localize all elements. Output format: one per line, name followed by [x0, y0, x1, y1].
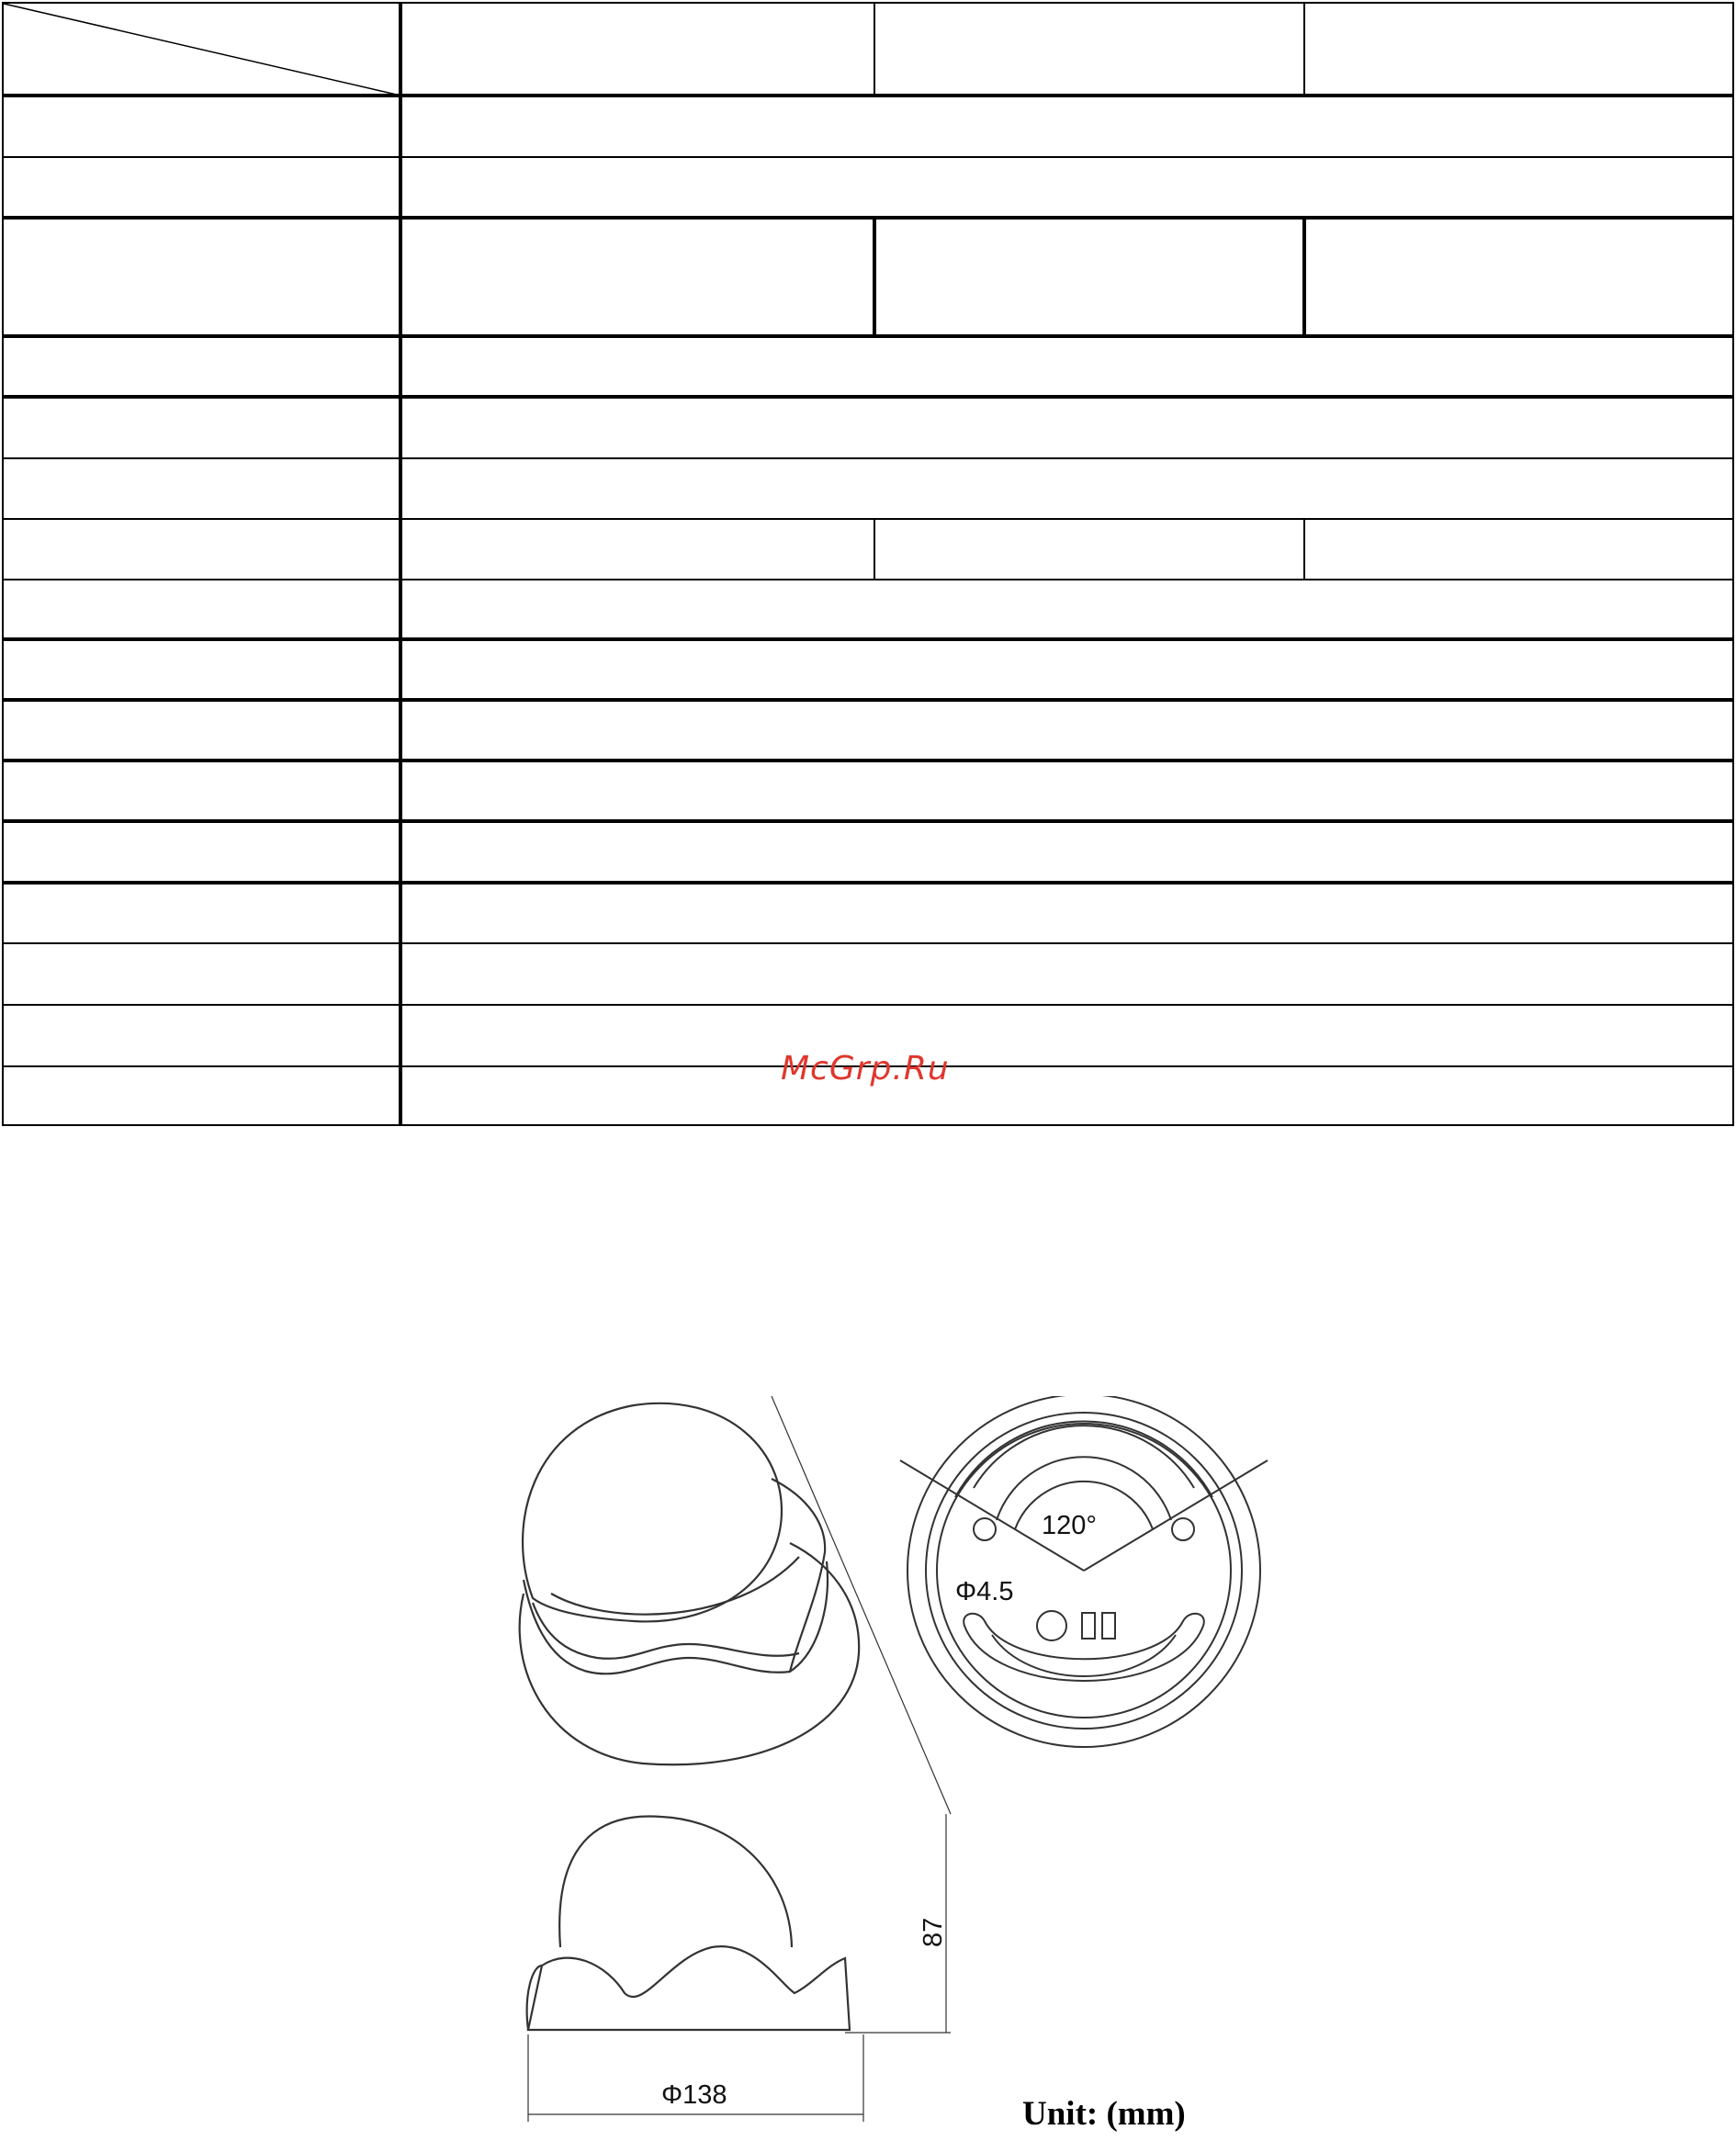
hole-diameter-label: Φ4.5	[955, 1577, 1014, 1606]
diameter-label: Φ138	[661, 2080, 727, 2110]
watermark-text: McGrp.Ru	[781, 1050, 950, 1087]
spec-table-grid	[2, 2, 1734, 1126]
height-label: 87	[919, 1917, 948, 1947]
angle-label: 120°	[1042, 1511, 1097, 1540]
unit-label: Unit: (mm)	[1022, 2095, 1186, 2133]
perspective-view	[520, 1403, 860, 1764]
spec-table	[2, 2, 1734, 1126]
bottom-view	[900, 1396, 1268, 1747]
dome-camera-dimension-drawing	[496, 1396, 1323, 2131]
